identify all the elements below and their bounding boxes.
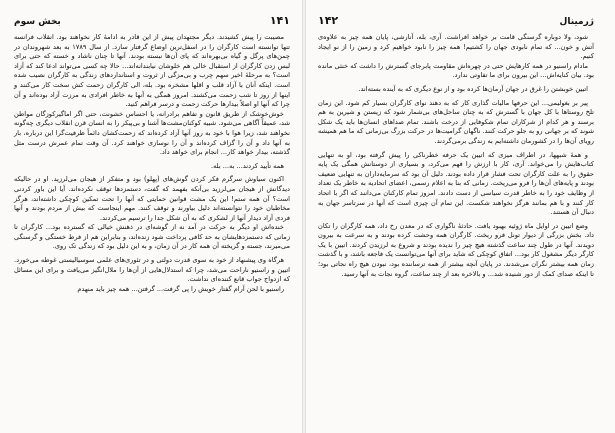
left-page — [0, 0, 300, 433]
left-page-header — [14, 14, 290, 27]
left-page-title: بخش سوم — [14, 17, 61, 27]
book-gutter — [302, 0, 306, 433]
right-page — [308, 0, 608, 433]
paragraph: اکنون سیاوش سرگرم فکر کردن گوش‌های (پهلو) بود و متفکر از هیجان می‌لرزید. او در حالیکه دیدگانش از هیجان می‌لرزید بی‌آنکه بفهمد که گفت، دستمزدها توقف نکرده‌اند. آیا این باور کردنی است؟ آن همه ستم! این یک مشت قوانین حمایتی که آنها را تحت تمکین کوچکی داشته‌اند، هرگز مخاطبان خود را نتوانسته‌اند دلیل بیاورند و توقف کنند. مهم اینجاست که بیش از مردم بودند و آنها فردی آزاد دیدار آنها از لشکری که به آن شکل جدا را ترسیم می‌کردند. — [14, 175, 290, 222]
paragraph: اتیین خوبشتن را غرق در جهان آرمان‌ها کرده بود و از نوع دیگری که به آینده بسته‌اند. — [358, 84, 588, 93]
right-page-title: ژرمینال — [559, 17, 594, 27]
left-page-body — [14, 33, 290, 294]
paragraph: شود، ولا دوباره گرسنگی قامت بر خواهد افراشت. آری، بله، آنارشی، پایان همه چیز به علاوه‌ی آتش و خون... که تمام نابودی جهان را کشتیم! همه چیز را نابود خواهیم کرد و زمین را از نو ایجاد کنیم. — [318, 33, 594, 61]
paragraph: مصیبت را پیش کشیدند. دیگر مجتهدان پیش از این قادر به ادامهٔ کار نخواهند بود. انقلاب فرانسه تنها توانسته است کارگران را در اسفل‌ترین اوضاع گرفتار سازد. از سال ۱۷۸۹ به بعد شهروندان در چمن‌های پرگل و گیاه بی‌بهره‌اند که پای آن‌ها نبسته بودند. آنها تا چنان ناشاد و خسته که حتی برای لبس زدن کارگران از استقبال خالی هم خلوشان نیابندانه‌اند... حالا چه کسی می‌تواند ادعا کند که آزاد است؟ به مرحلهٔ اخیر سهم چرب و بی‌مزگی از ثروت و استانداردهای زندگی به کارگران نصیب شده است. اینکه آنان با آزاد قلب و اقلها مشخره بود. بله، الی کارگران زحمت کش سخت کار می‌کنند و اینها از روز تا شب زحمت می‌کشند. امروز همگی به آنها به خاطر افرادی به مرزت آزاد بوده‌اند و آن چرا که آنها او اصلاً بیدارها حرکت زحمت و درسر فراهم کنید. — [14, 33, 290, 109]
paragraph: خوش‌خوشک از طریق قانون و تفاهم برادرانه، یا احساس خشونت، حتی اگر اماگیرکوزگان مواطن شد، عمیقاً آگاهی می‌شود. شبیه کوکنان‌مشت‌ها آشنا و بی‌پیکر را به انسان قرن انقلاب دیگری چه‌گونه نخواهند شد، زیرا هوا با خود به روز آنها آزاد کرده‌اند که زحمت‌کشان دائماً ظرفیت‌گرا این درباره، بار به آنها داد و آن را گزاف کرده‌اند و آن را نوسازی خواهند کرد. آن وقت تمام عمرش درست مثل گذشته، بیدار خواهد کار... انجام برای خواهد داد. — [14, 109, 290, 157]
paragraph: خنده‌اش او دیگر به حرکت در آمد نه از گوشه‌ای در ذهنش خیالی که گسترده بود... کارگران تا زمانی که دستمزدهایشان به حد کافی پرداخت شود زنده‌اند، و بنابراین هم از فرط خستگی و گرسنگی می‌میرند، جسته و گریخته آن همه کار در آن زمان، و به این دلیل بود که زندگی تک روی. — [14, 223, 290, 251]
right-page-header — [318, 14, 594, 27]
right-page-number: ۱۴۲ — [318, 14, 339, 27]
paragraph: همه تأیید کردند... به... بله. — [211, 161, 284, 170]
paragraph: مادام راسنیو در همه کارهایش حتی در چهره‌اش مقاومت پابرجای گسترش را داشت که خنثی مانده بود. بیان کنایه‌اش... این بیرون برای ما تفاوتی ندارد. — [318, 61, 594, 80]
paragraph: وضع اتیین در اوایل ماه ژوئیه بهبود یافت. حادثهٔ ناگواری که در معدن رخ داد، همه کارگران را تکان داد. بخش بزرگی از دیوار تونل فرو ریخت. کارگران همه وحشت کرده بودند و به سرعت به بیرون دویدند. آنها در طول چند ساعت گذشته هیچ چیز را ندیده بودند و شروع به لرزیدن کردند. اتیین با یک کارگر دیگر مشغول کار بود... اتفاق کوچکی که شاید برای آنها می‌توانست یک فاجعه باشد، و با گذشت زمان همه بیشتر نگران می‌شدند. در پایان آنچه بیشتر از همه ترساننده بود، نبودن هیچ راه نجاتی بود؛ تا اینکه صدای کمک از دور شنیده شد... و بالاخره بعد از چند ساعت، گروه نجات به آنها رسید. — [318, 221, 594, 278]
paragraph: و همهٔ شبهها، در اطراف میزی که اتیین یک حرفه خطرناکی را پیش گرفته بود، او به تنهایی کتاب‌هایش را می‌خواند. آری، کار با ارزش را فهم می‌کرد، و بسیاری از دوستانش همگی یک پایه حقوق را به علت کارگران تحت فشار قرار داده بودند. دلیل آن بود که سرمایه‌داران به تنهایی ضعیف بودند و پایه‌های آن‌ها را فرو می‌ریخت. زمانی که بنا به اعلام رسمی، اعضای اتحادیه به خاطر یک تعداد از وظایف خود را به خاطر قدرت سیاسی از دست دادند. امروز تمام کارکنان می‌دانند که اگر با اتحاد کار کنند و با هم بمانند هرگز نخواهند شکست. این تمام آن چیزی است که آنها در سرتاسر جهان به دنبال آن هستند. — [318, 150, 594, 217]
right-page-body — [318, 33, 594, 279]
paragraph: راسنیو با لحن آرام گفتار خویش را پی گرفت... گرفتن... همه چیز باید منهدم — [77, 284, 284, 293]
paragraph: هرگاه وی پیشنهاد از خود به سوی قدرت دولتی و در تئوری‌های علمی سوسیالیستی غوطه می‌خورد. اتیین و راسنیو ناراحت می‌شد، چرا که استدلال‌هایی از آن‌ها را ملال‌انگیز می‌یافت و برای این مسائل که ازدواج جواب قانع کننده‌ای نداشت. — [14, 256, 290, 284]
paragraph: پیر بر بغولیمی... این حرفها مالیات گذاری کار که به دهند نوای کارگران بسیار کم شود. این زمان تلخ روستاها با کل جهان با گسترش که به چنان ساحل‌های بی‌شمار شود که زیستن و شیرین به هم برسند و هر کدام از شرکاران تمام شکوفایی از درخت باشند. تمام صداهای انسان‌ها باید یک شکل شوند که بر جهانی رو به جلو حرکت کنند. ناگهان گرامیت‌ها در حرکت بزرگ بی‌زمانی که ما هم همیشه رویای آن‌ها را در کشورمان داشته‌ایم به زندگی برمی‌گردند. — [318, 98, 594, 145]
left-page-number: ۱۴۱ — [269, 14, 290, 27]
